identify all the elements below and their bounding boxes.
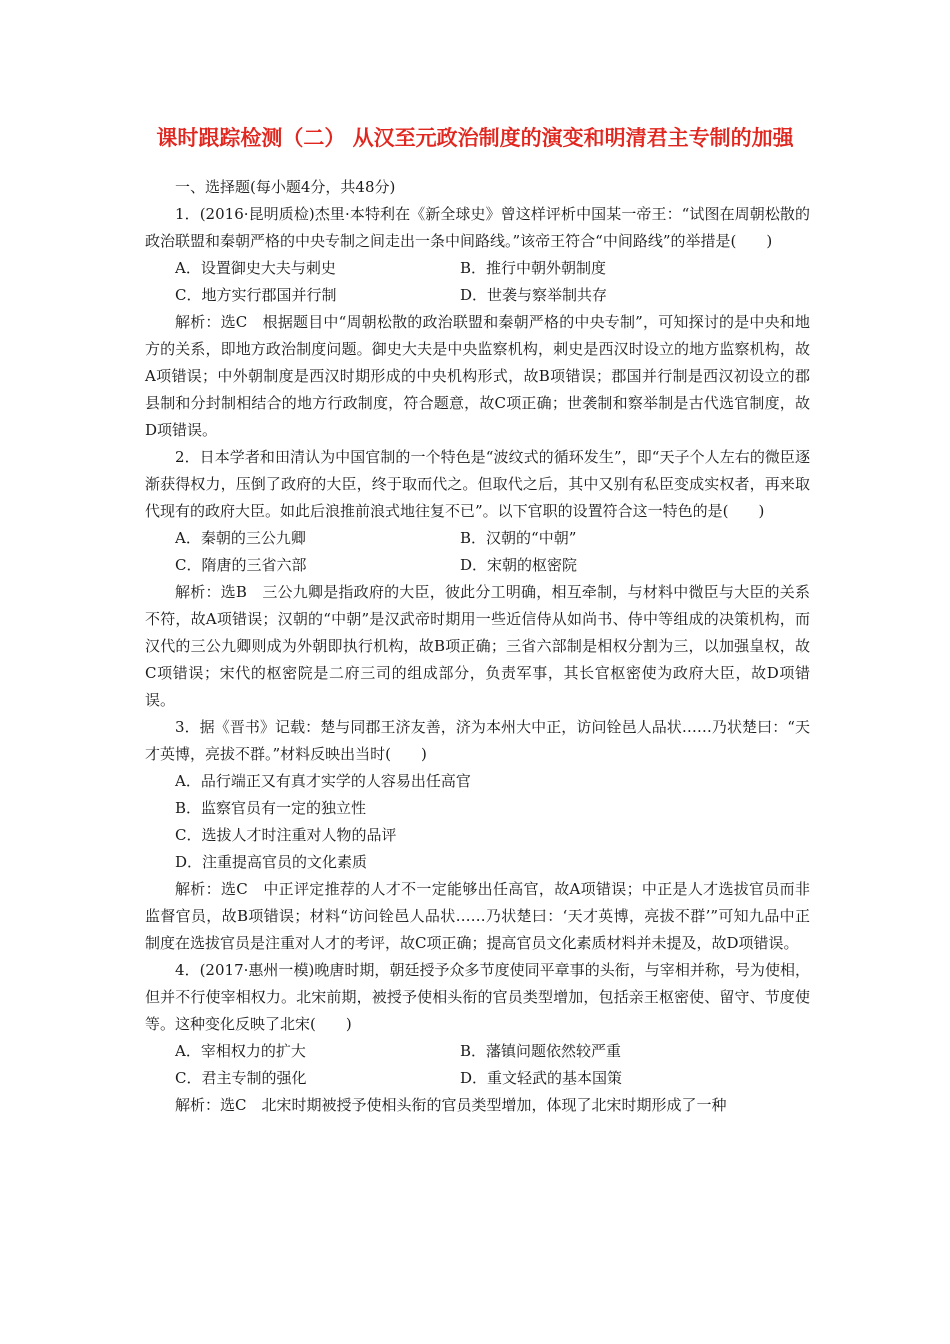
document-body — [145, 174, 810, 1119]
question-stem: 4．(2017·惠州一模)晚唐时期，朝廷授予众多节度使同平章事的头衔，与宰相并称，号为使相，但并不行使宰相权力。北宋前期，被授予使相头衔的官员类型增加，包括亲王枢密使、留守、节度使等。这种变化反映了北宋( ) — [145, 961, 810, 1033]
option-d: D．注重提高官员的文化素质 — [175, 853, 368, 871]
option-c: C．君主专制的强化 — [175, 1069, 307, 1087]
option-a: A．设置御史大夫与刺史 — [175, 259, 336, 277]
question-2 — [145, 444, 810, 714]
page-title: 课时跟踪检测（二） 从汉至元政治制度的演变和明清君主专制的加强 — [156, 126, 794, 150]
question-stem: 3．据《晋书》记载：楚与同郡王济友善，济为本州大中正，访问铨邑人品状……乃状楚曰：“天才英博，亮拔不群。”材料反映出当时( ) — [145, 718, 810, 763]
question-analysis: 解析：选C 中正评定推荐的人才不一定能够出任高官，故A项错误；中正是人才选拔官员而非监督官员，故B项错误；材料“访问铨邑人品状……乃状楚曰：‘天才英博，亮拔不群’”可知九品中正制度在选拔官员是注重对人才的考评，故C项正确；提高官员文化素质材料并未提及，故D项错误。 — [145, 880, 810, 952]
option-c: C．选拔人才时注重对人物的品评 — [175, 826, 397, 844]
option-b: B．监察官员有一定的独立性 — [175, 799, 367, 817]
option-row — [145, 1038, 810, 1065]
option-b: B．藩镇问题依然较严重 — [460, 1042, 622, 1060]
option-a: A．品行端正又有真才实学的人容易出任高官 — [175, 772, 471, 790]
option-row — [145, 255, 810, 282]
question-analysis: 解析：选C 根据题目中“周朝松散的政治联盟和秦朝严格的中央专制”，可知探讨的是中央和地方的关系，即地方政治制度问题。御史大夫是中央监察机构，刺史是西汉时设立的地方监察机构，故A项错误；中外朝制度是西汉时期形成的中央机构形式，故B项错误；郡国并行制是西汉初设立的郡县制和分封制相结合的地方行政制度，符合题意，故C项正确；世袭制和察举制是古代选官制度，故D项错误。 — [145, 313, 810, 439]
option-d: D．宋朝的枢密院 — [460, 556, 578, 574]
option-a: A．宰相权力的扩大 — [175, 1042, 306, 1060]
option-row — [145, 282, 810, 309]
option-row — [145, 525, 810, 552]
option-row — [145, 1065, 810, 1092]
section-header: 一、选择题(每小题4分，共48分) — [175, 178, 396, 196]
option-b: B．汉朝的“中朝” — [460, 529, 577, 547]
option-d: D．世袭与察举制共存 — [460, 286, 608, 304]
question-4 — [145, 957, 810, 1119]
option-b: B．推行中朝外朝制度 — [460, 259, 607, 277]
question-1 — [145, 201, 810, 444]
option-d: D．重文轻武的基本国策 — [460, 1069, 623, 1087]
question-stem: 1．(2016·昆明质检)杰里·本特利在《新全球史》曾这样评析中国某一帝王：“试图在周朝松散的政治联盟和秦朝严格的中央专制之间走出一条中间路线。”该帝王符合“中间路线”的举措是( ) — [145, 205, 810, 250]
question-stem: 2．日本学者和田清认为中国官制的一个特色是“波纹式的循环发生”，即“天子个人左右的微臣逐渐获得权力，压倒了政府的大臣，终于取而代之。但取代之后，其中又别有私臣变成实权者，再来取代现有的政府大臣。如此后浪推前浪式地往复不已”。以下官职的设置符合这一特色的是( ) — [145, 448, 810, 520]
option-c: C．隋唐的三省六部 — [175, 556, 307, 574]
question-analysis: 解析：选C 北宋时期被授予使相头衔的官员类型增加，体现了北宋时期形成了一种 — [175, 1096, 727, 1114]
question-analysis: 解析：选B 三公九卿是指政府的大臣，彼此分工明确，相互牵制，与材料中微臣与大臣的关系不符，故A项错误；汉朝的“中朝”是汉武帝时期用一些近信侍从如尚书、侍中等组成的决策机构，而汉代的三公九卿则成为外朝即执行机构，故B项正确；三省六部制是相权分割为三，以加强皇权，故C项错误；宋代的枢密院是二府三司的组成部分，负责军事，其长官枢密使为政府大臣，故D项错误。 — [145, 583, 810, 709]
question-3 — [145, 714, 810, 957]
option-c: C．地方实行郡国并行制 — [175, 286, 337, 304]
option-row — [145, 552, 810, 579]
option-a: A．秦朝的三公九卿 — [175, 529, 306, 547]
